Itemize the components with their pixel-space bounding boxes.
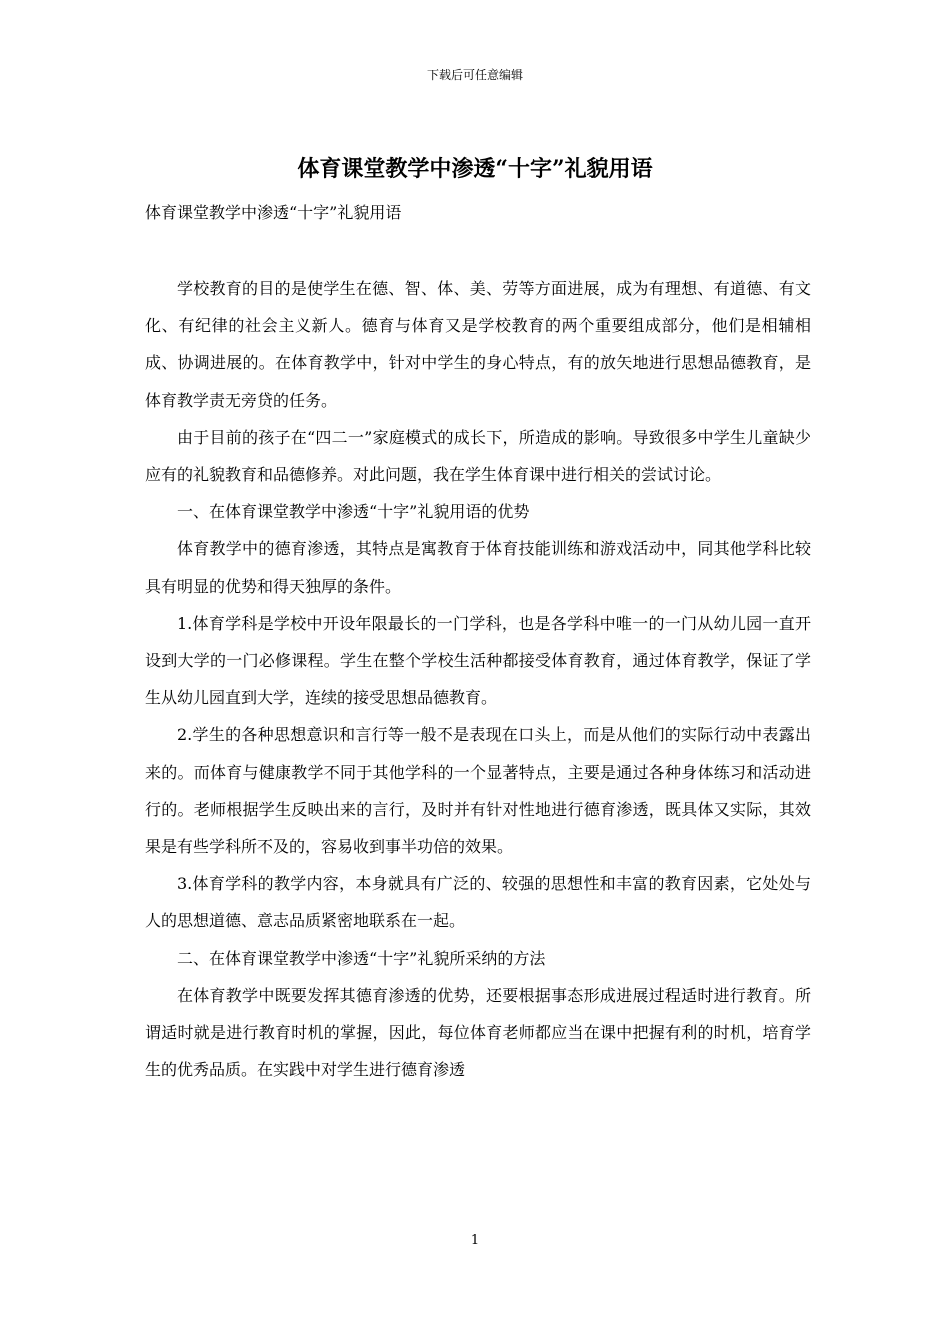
section-heading-1: 一、在体育课堂教学中渗透“十字”礼貌用语的优势 [177,502,530,522]
section-heading-2: 二、在体育课堂教学中渗透“十字”礼貌所采纳的方法 [177,948,546,968]
document-body [145,270,811,1088]
paragraph-advantage-intro: 体育教学中的德育渗透，其特点是寓教育于体育技能训练和游戏活动中，同其他学科比较具有明显的优势和得天独厚的条件。 [145,539,811,596]
paragraph-point-3: 3.体育学科的教学内容，本身就具有广泛的、较强的思想性和丰富的教育因素，它处处与人的思想道德、意志品质紧密地联系在一起。 [145,874,811,931]
paragraph-background: 由于目前的孩子在“四二一”家庭模式的成长下，所造成的影响。导致很多中学生儿童缺少应有的礼貌教育和品德修养。对此问题，我在学生体育课中进行相关的尝试讨论。 [145,427,811,485]
paragraph-methods: 在体育教学中既要发挥其德育渗透的优势，还要根据事态形成进展过程适时进行教育。所谓适时就是进行教育时机的掌握，因此，每位体育老师都应当在课中把握有利的时机，培育学生的优秀品质。在实践中对学生进行德育渗透 [145,985,811,1080]
paragraph-intro: 学校教育的目的是使学生在德、智、体、美、劳等方面进展，成为有理想、有道德、有文化、有纪律的社会主义新人。德育与体育又是学校教育的两个重要组成部分，他们是相辅相成、协调进展的。在体育教学中，针对中学生的身心特点，有的放矢地进行思想品德教育，是体育教学责无旁贷的任务。 [145,279,811,410]
page-number: 1 [470,1233,480,1248]
page-header: 下载后可任意编辑 [426,68,523,82]
document-subtitle: 体育课堂教学中渗透“十字”礼貌用语 [145,203,402,222]
document-title: 体育课堂教学中渗透“十字”礼貌用语 [297,156,653,182]
paragraph-point-2: 2.学生的各种思想意识和言行等一般不是表现在口头上，而是从他们的实际行动中表露出来的。而体育与健康教学不同于其他学科的一个显著特点，主要是通过各种身体练习和活动进行的。老师根据学生反映出来的言行，及时并有针对性地进行德育渗透，既具体又实际，其效果是有些学科所不及的，容易收到事半功倍的效果。 [145,725,811,857]
paragraph-point-1: 1.体育学科是学校中开设年限最长的一门学科，也是各学科中唯一的一门从幼儿园一直开设到大学的一门必修课程。学生在整个学校生活种都接受体育教育，通过体育教学，保证了学生从幼儿园直到大学，连续的接受思想品德教育。 [145,613,811,708]
